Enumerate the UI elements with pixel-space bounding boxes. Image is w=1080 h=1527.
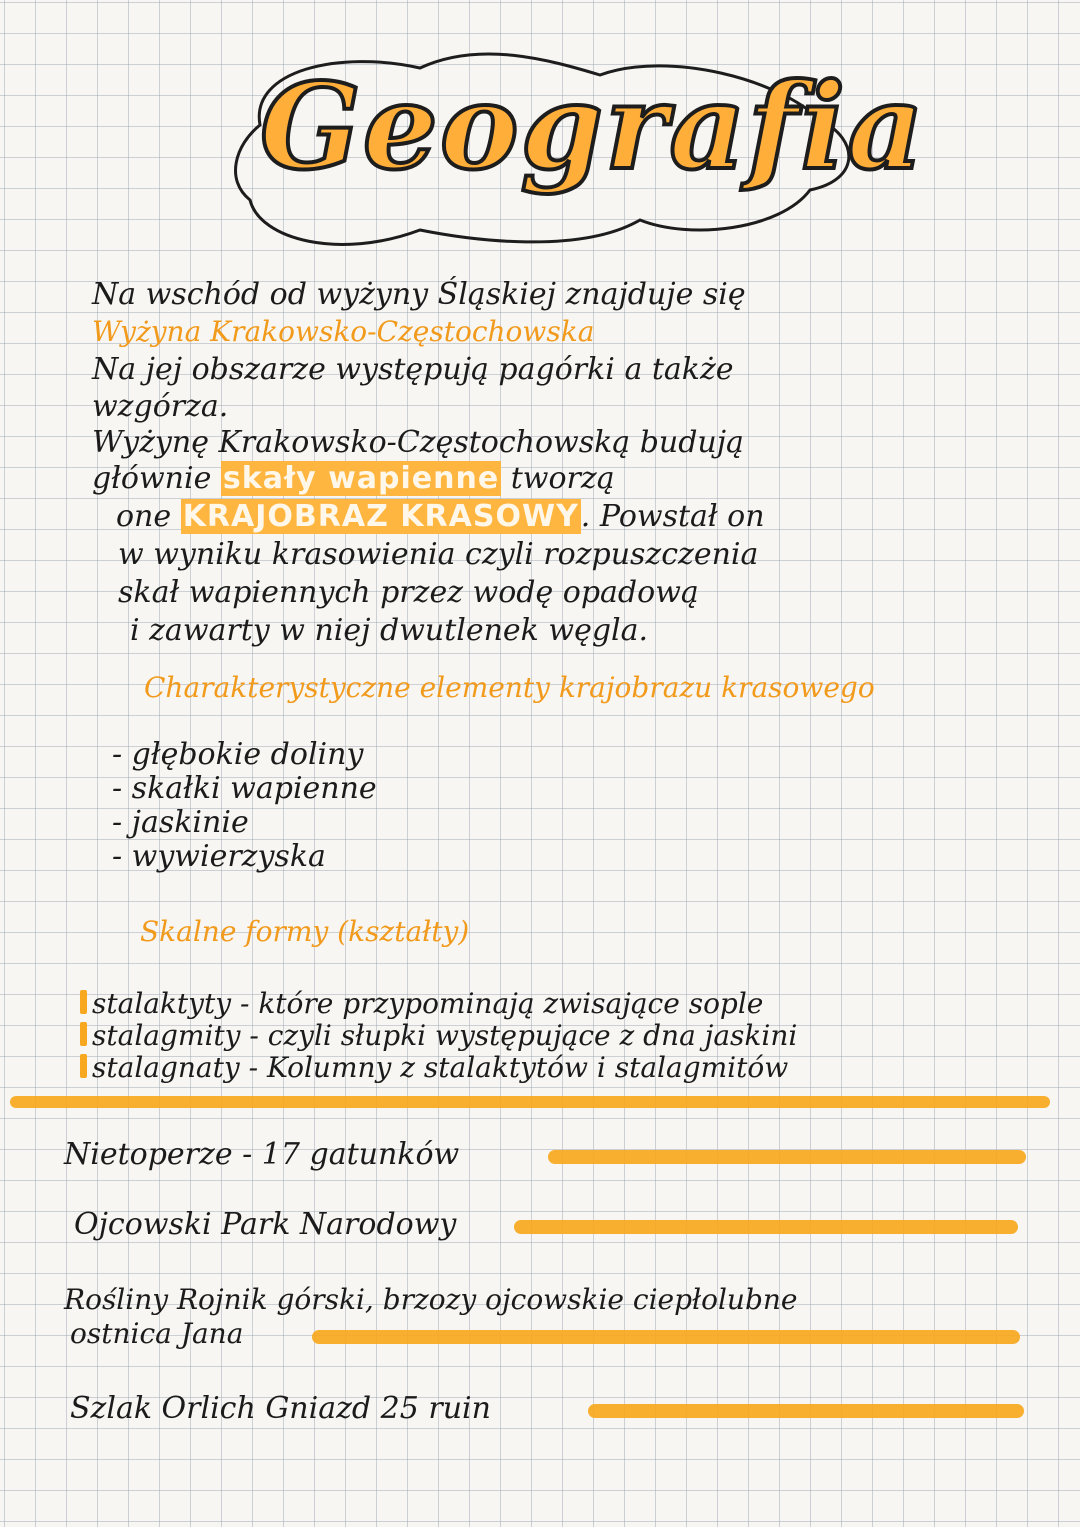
- intro-line-7-pre: one: [116, 499, 172, 534]
- title-block: [220, 30, 926, 260]
- element-item: - głębokie doliny: [112, 737, 364, 772]
- form-marker: [80, 990, 87, 1014]
- intro-line-7-post: . Powstał on: [580, 499, 765, 534]
- fact-underline: [548, 1150, 1026, 1164]
- intro-line-5: Wyżynę Krakowsko-Częstochowską budują: [92, 425, 744, 460]
- element-item: - skałki wapienne: [112, 771, 377, 806]
- page-title: Geografia: [260, 57, 926, 196]
- intro-line-4: wzgórza.: [92, 389, 229, 424]
- intro-line-3: Na jej obszarze występują pagórki a także: [92, 352, 734, 387]
- element-item: - wywierzyska: [112, 839, 326, 874]
- forms-heading: Skalne formy (kształty): [140, 915, 470, 948]
- rocks-highlight: skały wapienne: [222, 461, 500, 496]
- intro-line-7: [116, 499, 765, 534]
- form-item: stalagmity - czyli słupki występujące z dna jaskini: [92, 1019, 798, 1052]
- fact-underline: [588, 1404, 1024, 1418]
- form-item: stalagnaty - Kolumny z stalaktytów i stalagmitów: [92, 1051, 789, 1084]
- landscape-highlight: KRAJOBRAZ KRASOWY: [182, 499, 579, 534]
- intro-line-8: w wyniku krasowienia czyli rozpuszczenia: [118, 537, 759, 572]
- form-marker: [80, 1054, 87, 1078]
- form-marker: [80, 1022, 87, 1046]
- fact-plants-2: ostnica Jana: [70, 1317, 244, 1350]
- fact-trail: Szlak Orlich Gniazd 25 ruin: [70, 1391, 491, 1426]
- separator-highlight: [10, 1096, 1050, 1108]
- fact-underline: [514, 1220, 1018, 1234]
- fact-underline: [312, 1330, 1020, 1344]
- intro-line-6-pre: głównie: [92, 461, 212, 496]
- fact-bats: Nietoperze - 17 gatunków: [64, 1137, 460, 1172]
- fact-park: Ojcowski Park Narodowy: [74, 1207, 457, 1242]
- form-item: stalaktyty - które przypominają zwisające sople: [92, 987, 764, 1020]
- intro-line-10: i zawarty w niej dwutlenek węgla.: [130, 613, 649, 648]
- elements-heading: Charakterystyczne elementy krajobrazu krasowego: [144, 671, 875, 704]
- element-item: - jaskinie: [112, 805, 249, 840]
- intro-line-9: skał wapiennych przez wodę opadową: [118, 575, 699, 610]
- fact-plants-1: Rośliny Rojnik górski, brzozy ojcowskie ciepłolubne: [64, 1283, 798, 1316]
- intro-line-6-post: tworzą: [510, 461, 615, 496]
- intro-line-6: [92, 461, 615, 496]
- region-name: Wyżyna Krakowsko-Częstochowska: [92, 315, 595, 348]
- intro-line-1: Na wschód od wyżyny Śląskiej znajduje się: [92, 277, 746, 312]
